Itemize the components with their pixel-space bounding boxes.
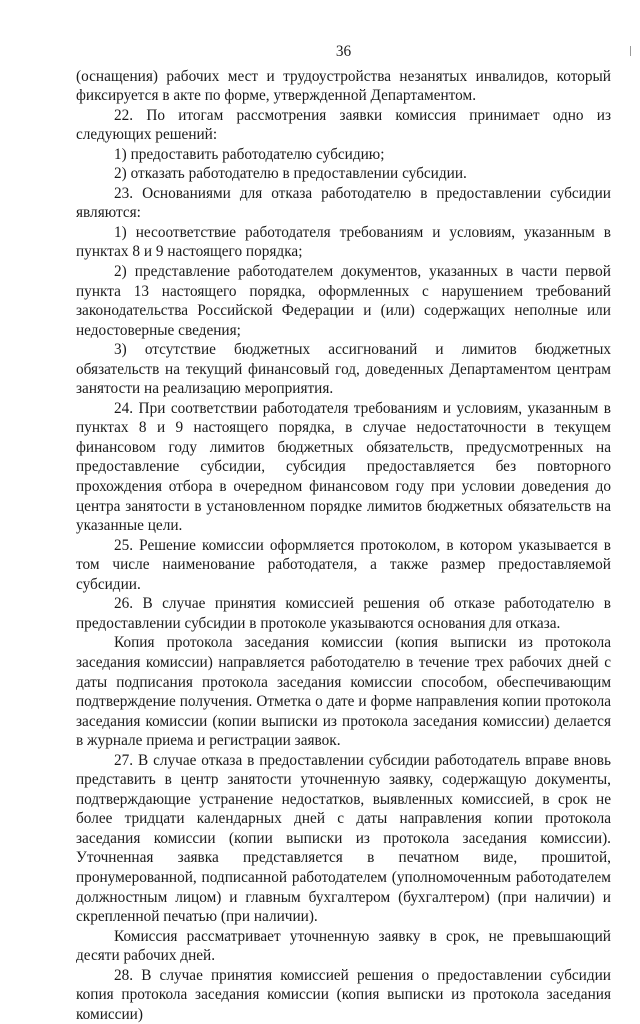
paragraph: 2) отказать работодателю в предоставлении субсидии. <box>114 165 467 183</box>
paragraph: 28. В случае принятия комиссией решения о предоставлении субсидии копия протокола заседания комиссии (копия выписки из протокола заседания комиссии) <box>76 966 611 1023</box>
paragraph: 22. По итогам рассмотрения заявки комиссия принимает одно из следующих решений: <box>76 106 611 144</box>
page-number: 36 <box>335 43 352 60</box>
paragraph: 26. В случае принятия комиссией решения об отказе работодателю в предоставлении субсидии в протоколе указываются основания для отказа. <box>76 595 611 632</box>
document-body <box>76 67 611 1024</box>
paragraph: 24. При соответствии работодателя требованиям и условиям, указанным в пунктах 8 и 9 настоящего порядка, в случае недостаточности в текущем финансовом году лимитов бюджетных обязательств, предусмотренных на предоставление субсидии, субсидия предоставляется без повторного прохождения отбора в очередном финансовом году при условии доведения до центра занятости в установленном порядке лимитов бюджетных обязательств на указанные цели. <box>76 399 611 535</box>
paragraph: Копия протокола заседания комиссии (копия выписки из протокола заседания комиссии) направляется работодателю в течение трех рабочих дней с даты подписания протокола заседания комиссии способом, обеспечивающим подтверждение получения. Отметка о дате и форме направления копии протокола заседания комиссии (копии выписки из протокола заседания комиссии) делается в журнале приема и регистрации заявок. <box>76 634 611 750</box>
paragraph: Комиссия рассматривает уточненную заявку в срок, не превышающий десяти рабочих дней. <box>76 927 611 965</box>
paragraph: 27. В случае отказа в предоставлении субсидии работодатель вправе вновь представить в центр занятости уточненную заявку, содержащую документы, подтверждающие устранение недостатков, выявленных комиссией, в срок не более тридцати календарных дней с даты направления копии протокола заседания комиссии (копии выписки из протокола заседания комиссии). Уточненная заявка представляется в печатном виде, прошитой, пронумерованной, подписанной работодателем (уполномоченным работодателем должностным лицом) и главным бухгалтером (бухгалтером) (при наличии) и скрепленной печатью (при наличии). <box>76 751 611 926</box>
margin-mark <box>630 46 634 56</box>
paragraph: 3) отсутствие бюджетных ассигнований и лимитов бюджетных обязательств на текущий финансовый год, доведенных Департаментом центрам занятости на реализацию мероприятия. <box>76 341 611 398</box>
paragraph: 1) предоставить работодателю субсидию; <box>114 145 385 163</box>
document-page <box>76 42 611 1024</box>
paragraph: 25. Решение комиссии оформляется протоколом, в котором указывается в том числе наименование работодателя, а также размер предоставляемой субсидии. <box>76 536 611 593</box>
paragraph: 2) представление работодателем документов, указанных в части первой пункта 13 настоящего порядка, оформленных с нарушением требований законодательства Российской Федерации и (или) содержащих неполные или недостоверные сведения; <box>76 263 611 339</box>
paragraph: 23. Основаниями для отказа работодателю в предоставлении субсидии являются: <box>76 184 611 222</box>
paragraph: (оснащения) рабочих мест и трудоустройства незанятых инвалидов, который фиксируется в акте по форме, утвержденной Департаментом. <box>76 67 611 105</box>
paragraph: 1) несоответствие работодателя требованиям и условиям, указанным в пунктах 8 и 9 настоящего порядка; <box>76 223 611 261</box>
